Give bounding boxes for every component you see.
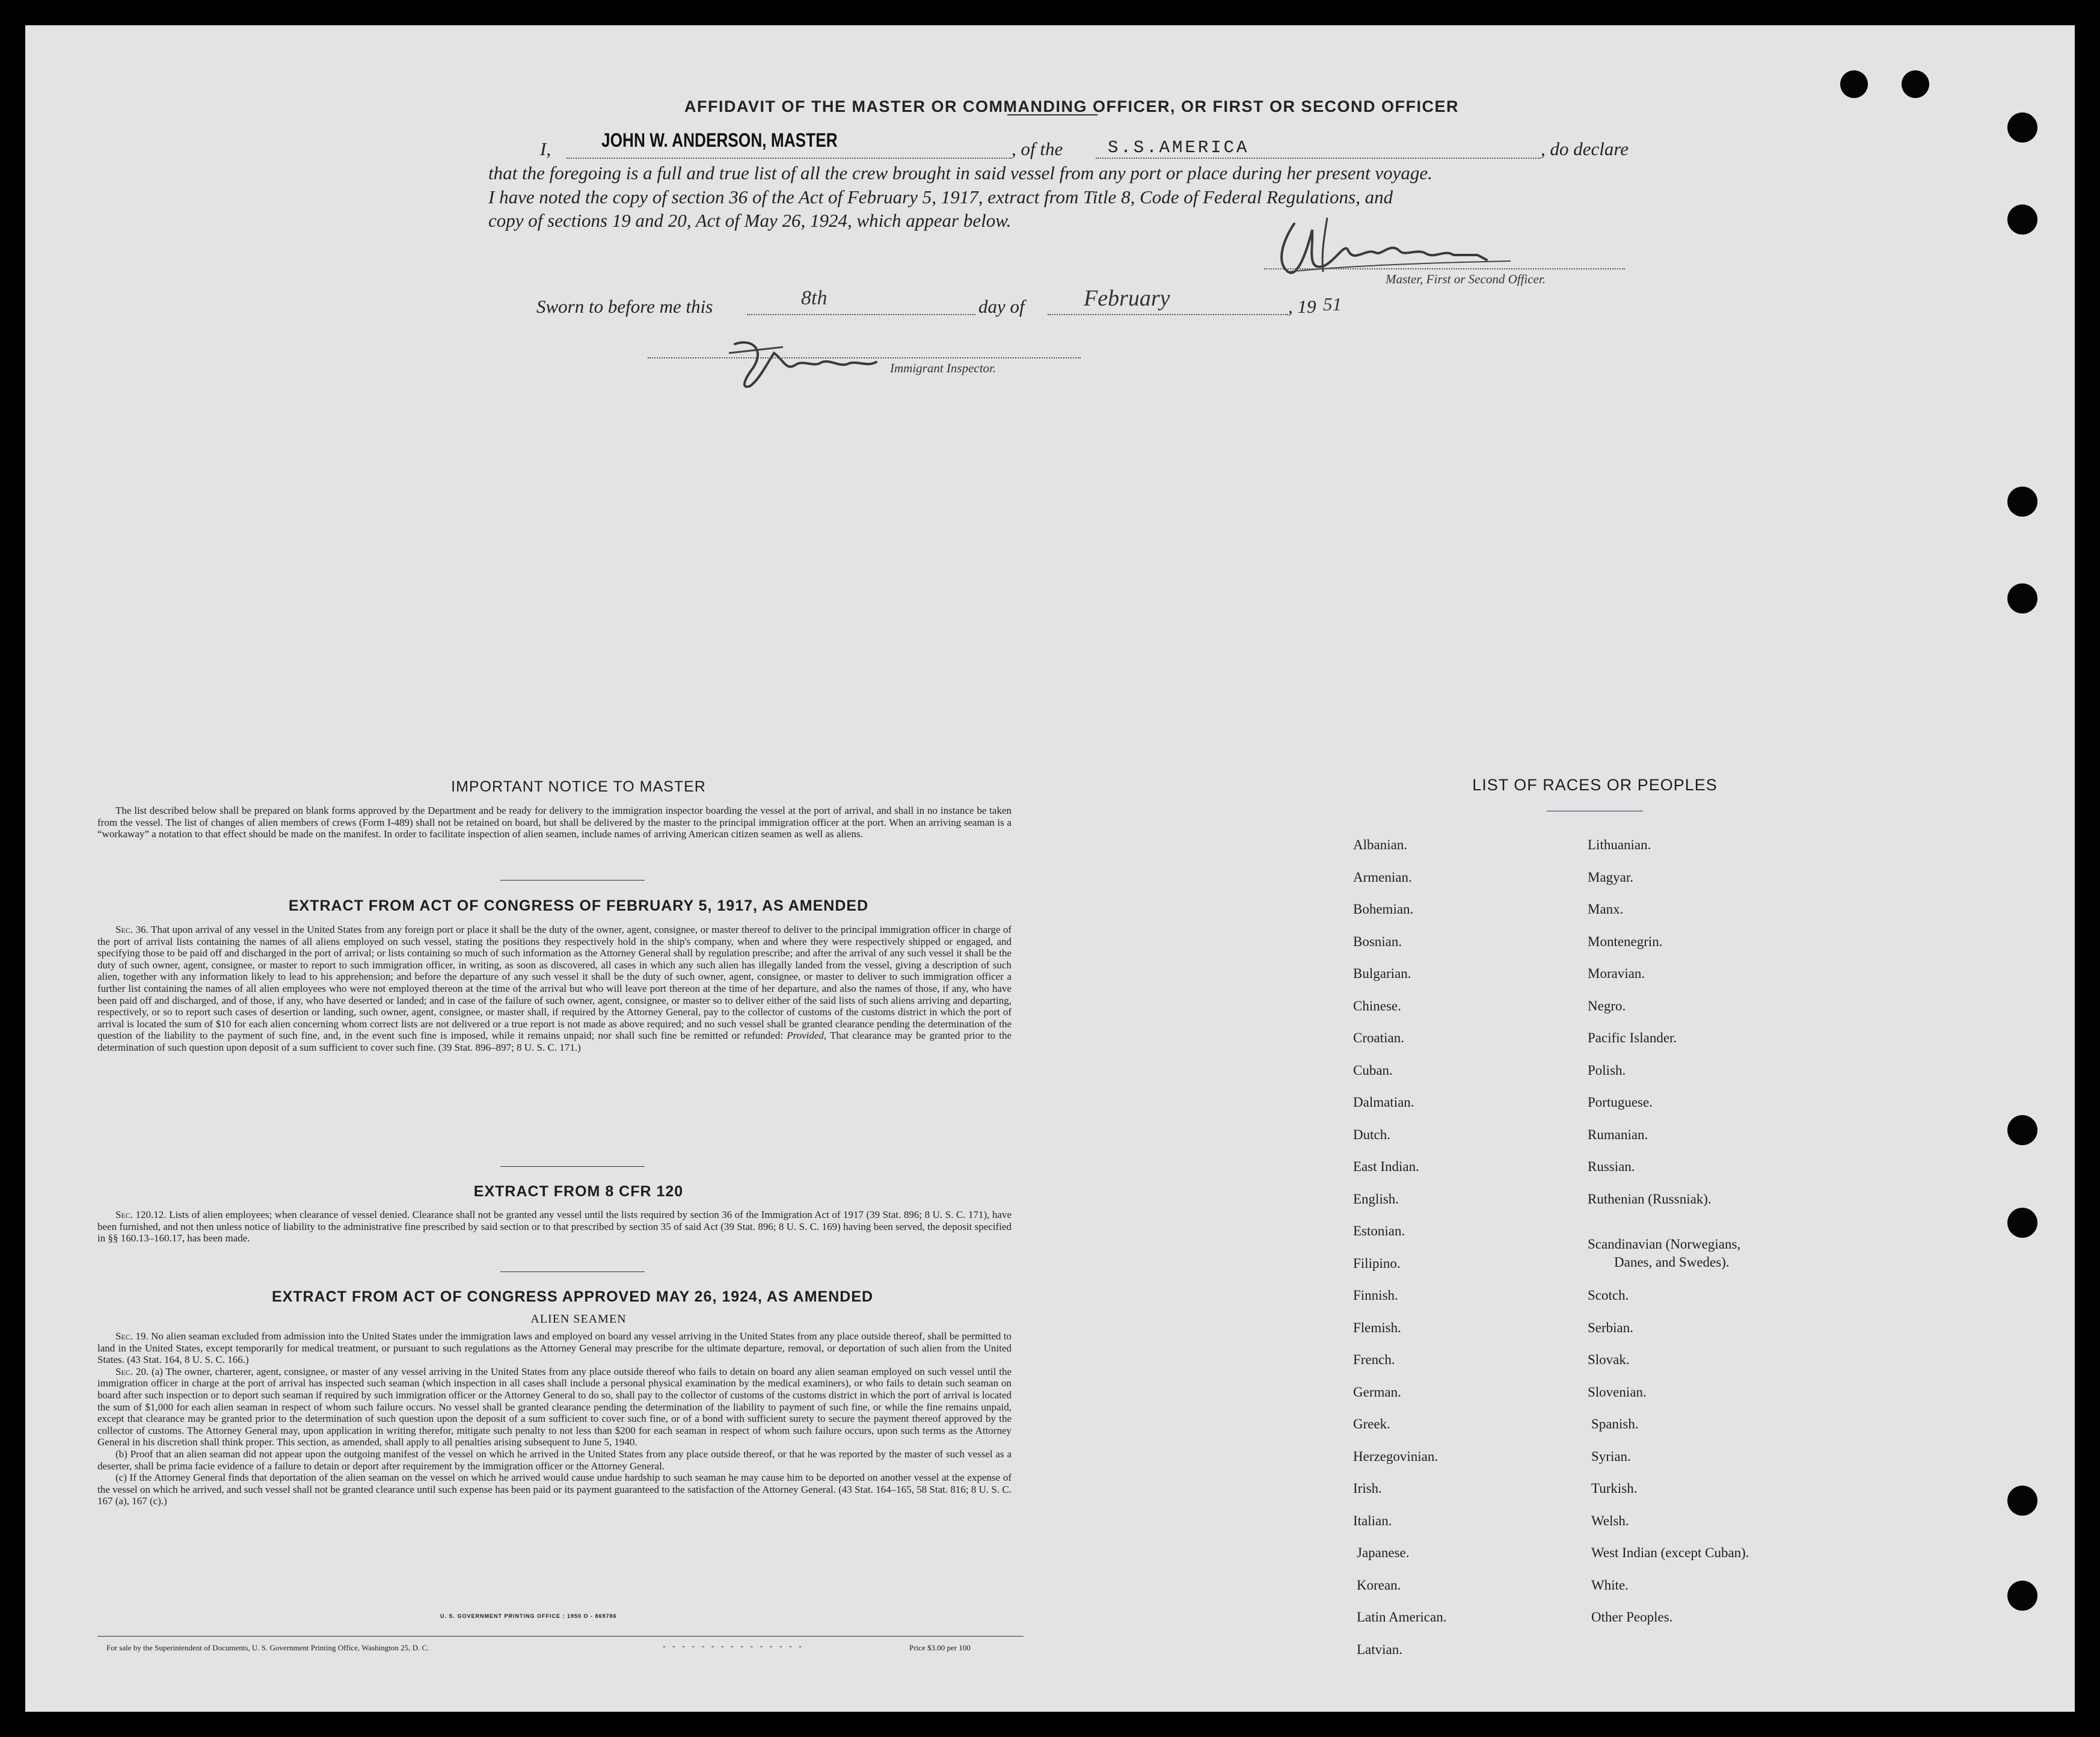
i-label: I, [540, 138, 551, 159]
race-item: Magyar. [1588, 869, 1634, 885]
race-item: Russian. [1588, 1159, 1635, 1174]
extract2-sec-label: Sec. 120.12. [115, 1209, 167, 1220]
extract1-heading: EXTRACT FROM ACT OF CONGRESS OF FEBRUARY 5, 1917, AS AMENDED [288, 897, 869, 914]
master-name-field: JOHN W. ANDERSON, MASTER [601, 129, 838, 151]
sworn-day-field: 8th [801, 287, 827, 309]
race-item: Serbian. [1588, 1320, 1634, 1335]
race-item: Cuban. [1353, 1062, 1393, 1078]
extract1-text: That upon arrival of any vessel in the United States from any foreign port or place it shall be the duty of the owner, agent, consignee, or master thereof to deliver to the principal immigration officer in charge of the port of arrival lists containing the names of all aliens employed on such vessel, stating the positions they respectively hold in the ship's company, when and where they were respectively shipped or engaged, and specifying those to be paid off and discharged in the port of arrival; or lists containing so much of such information as the Attorney General shall by regulation prescribe; and after the arrival of any such vessel it shall be the duty of such owner, agent, consignee, or master to report to such immigration officer, in writing, as soon as discovered, all cases in which any such alien has illegally landed from the vessel, giving a description of such alien, together with any information likely to lead to his apprehension; and before the departure of any such vessel it shall be the duty of such owner, agent, consignee, or master to deliver to such immigration officer a further list containing the names of all alien employees who were not employed thereon at the time of the arrival but who will leave port thereon at the time of her departure, and also the names of those, if any, who have been paid off and discharged, and of those, if any, who have deserted or landed; and in case of the failure of such owner, agent, consignee, or master so to deliver either of the said lists of such aliens arriving and departing, respectively, or so to report such cases of desertion or landing, such owner, agent, consignee, or master shall, if required by the Attorney General, pay to the collector of customs of the customs district in which the port of arrival is located the sum of $10 for each alien concerning whom correct lists are not delivered or a true report is not made as above required; and no such vessel shall be granted clearance pending the determination of the question of the liability to the payment of such fine, and, in the event such fine is imposed, while it remains unpaid; nor shall such fine be remitted or refunded: [97, 924, 1012, 1042]
punch-hole [2007, 1115, 2037, 1145]
punch-hole [2007, 112, 2037, 143]
sec20-b: (b) Proof that an alien seaman did not appear upon the outgoing manifest of the vessel on which he arrived in the United States from any place outside thereof, or that he was reported by the master of such vessel as a deserter, shall be prima facie evidence of a failure to detain or deport after requirement by the immigration officer or the Attorney General. [97, 1448, 1012, 1472]
sworn-month-line [1048, 314, 1288, 315]
race-item: Korean. [1357, 1577, 1401, 1593]
punch-hole [2007, 583, 2037, 613]
race-item: Italian. [1353, 1513, 1392, 1528]
race-item: Negro. [1588, 998, 1626, 1013]
footer-sale-note: For sale by the Superintendent of Documents, U. S. Government Printing Office, Washington 25, D. C. [106, 1643, 429, 1652]
punch-hole [1840, 70, 1868, 98]
sworn-label: Sworn to before me this [536, 296, 713, 317]
punch-hole [2007, 204, 2037, 235]
officer-signature-line [1264, 268, 1625, 269]
punch-hole [1902, 70, 1929, 98]
of-the-label: , of the [1012, 138, 1063, 159]
race-item: English. [1353, 1191, 1399, 1207]
race-item: Montenegrin. [1588, 933, 1663, 949]
race-item: Dalmatian. [1353, 1095, 1414, 1110]
form-sheet [25, 25, 2075, 1712]
footer-rule [97, 1636, 1024, 1637]
race-item: Other Peoples. [1591, 1609, 1673, 1625]
race-item: Estonian. [1353, 1223, 1405, 1238]
race-item: Moravian. [1588, 966, 1645, 981]
year-prefix-label: , 19 [1288, 296, 1316, 317]
punch-hole [2007, 1486, 2037, 1516]
officer-caption: Master, First or Second Officer. [1386, 272, 1546, 286]
punch-hole [2007, 1581, 2037, 1611]
race-item: Pacific Islander. [1588, 1030, 1677, 1045]
races-heading: LIST OF RACES OR PEOPLES [1472, 776, 1718, 794]
divider [500, 1166, 645, 1167]
race-item: Ruthenian (Russniak). [1588, 1191, 1712, 1207]
notice-paragraph: The list described below shall be prepared on blank forms approved by the Department and be ready for delivery to the immigration inspector boarding the vessel at the port of arrival, and shall in no instance be taken from the vessel. The list of changes of alien members of crews (Form I-489) shall not be retained on board, but shall be delivered by the master to the principal immigration officer at the port. When an arriving seaman is a “workaway” a notation to that effect should be made on the manifest. In order to facilitate inspection of alien seamen, include names of arriving American citizen seamen as well as aliens. [97, 805, 1012, 840]
extract1-tail: That clearance may be granted prior to the determination of such question upon deposit of a sum sufficient to cover such fine. (39 Stat. 896–897; 8 U. S. C. 171.) [97, 1030, 1012, 1053]
footer-price: Price $3.00 per 100 [909, 1643, 971, 1652]
race-item: Armenian. [1353, 869, 1412, 885]
sec20-text: (a) The owner, charterer, agent, consignee, or master of any vessel arriving in the United States from any place outside thereof who fails to detain on board any alien seaman employed on such vessel until the immigration officer in charge at the port of arrival has inspected such seaman (which inspection in all cases shall include a personal physical examination by the medical examiners), or who fails to detain such seaman on board after such inspection or to deport such seaman if required by such immigration officer or the Attorney General to do so, shall pay to the collector of customs of the customs district in which the port of arrival is located the sum of $1,000 for each alien seaman in respect of whom such failure occurs. No vessel shall be granted clearance pending the determination of the liability to payment of such fine, or while the fine remains unpaid, except that clearance may be granted prior to the determination of such question upon the deposit of a sum sufficient to cover such fine, or of a bond with sufficient surety to secure the payment thereof approved by the collector of customs. The Attorney General may, upon application in writing therefor, mitigate such penalty to not less than $200 for each seaman in respect of whom such failure occurs, upon such terms as the Attorney General in his discretion shall think proper. This section, as amended, shall apply to all penalties arising subsequent to June 5, 1940. [97, 1365, 1012, 1448]
notice-heading: IMPORTANT NOTICE TO MASTER [451, 778, 706, 795]
vessel-name-line [1096, 158, 1541, 159]
extract2-heading: EXTRACT FROM 8 CFR 120 [473, 1183, 684, 1200]
sec20-c: (c) If the Attorney General finds that deportation of the alien seaman on the vessel on which he arrived would cause undue hardship to such seaman he may cause him to be deported on another vessel at the expense of the vessel on which he arrived, and such vessel shall not be granted clearance until such expense has been paid or its payment guaranteed to the satisfaction of the Attorney General. (43 Stat. 164–165, 58 Stat. 816; 8 U. S. C. 167 (a), 167 (c).) [97, 1472, 1012, 1507]
race-item: Danes, and Swedes). [1614, 1255, 1730, 1270]
race-item: Manx. [1588, 902, 1624, 917]
punch-hole [2007, 487, 2037, 517]
year-field: 51 [1323, 294, 1342, 315]
race-item: Albanian. [1353, 837, 1408, 852]
race-item: Bohemian. [1353, 902, 1414, 917]
race-item: Polish. [1588, 1062, 1626, 1078]
extract2-body [97, 1209, 1012, 1244]
race-item: Dutch. [1353, 1127, 1390, 1142]
race-item: West Indian (except Cuban). [1591, 1545, 1749, 1560]
do-declare-label: , do declare [1541, 138, 1629, 159]
race-item: Turkish. [1591, 1481, 1638, 1496]
race-item: Filipino. [1353, 1255, 1401, 1271]
race-item: White. [1591, 1577, 1629, 1593]
race-item: Irish. [1353, 1481, 1382, 1496]
alien-seamen-subheading: ALIEN SEAMEN [530, 1312, 627, 1326]
race-item: Croatian. [1353, 1030, 1404, 1045]
race-item: Syrian. [1591, 1448, 1631, 1464]
sworn-day-line [747, 314, 975, 315]
title-rule [1007, 114, 1098, 115]
race-item: Welsh. [1591, 1513, 1629, 1528]
gpo-imprint: U. S. GOVERNMENT PRINTING OFFICE : 1950 O - 869786 [440, 1613, 617, 1619]
race-item: Rumanian. [1588, 1127, 1648, 1142]
affidavit-line-4: copy of sections 19 and 20, Act of May 26, 1924, which appear below. [488, 210, 1012, 231]
race-item: Spanish. [1591, 1416, 1639, 1431]
sworn-month-field: February [1084, 286, 1170, 311]
race-item: Slovenian. [1588, 1384, 1647, 1400]
race-item: Latvian. [1357, 1641, 1402, 1657]
extract1-body [97, 924, 1012, 1054]
sec19-label: Sec. 19. [115, 1330, 149, 1342]
race-item: Slovak. [1588, 1352, 1630, 1367]
race-item: Latin American. [1357, 1609, 1447, 1625]
race-item: Finnish. [1353, 1288, 1398, 1303]
vessel-name-field: S.S.AMERICA [1108, 138, 1250, 158]
extract1-sec-label: Sec. 36. [115, 924, 149, 935]
race-item: French. [1353, 1352, 1395, 1367]
footer-dashes: - - - - - - - - - - - - - - - [663, 1642, 804, 1651]
race-item: Bosnian. [1353, 933, 1402, 949]
affidavit-line-3: I have noted the copy of section 36 of the Act of February 5, 1917, extract from Title 8, Code of Federal Regulations, and [488, 186, 1393, 208]
sec20-label: Sec. 20. [115, 1365, 149, 1377]
notice-body [97, 805, 1012, 840]
inspector-signature-line [648, 357, 1081, 358]
day-of-label: day of [978, 296, 1025, 317]
punch-hole [2007, 1208, 2037, 1238]
affidavit-title: AFFIDAVIT OF THE MASTER OR COMMANDING OFFICER, OR FIRST OR SECOND OFFICER [684, 97, 1459, 115]
race-item: Scotch. [1588, 1288, 1629, 1303]
affidavit-line-2: that the foregoing is a full and true list of all the crew brought in said vessel from any port or place during her present voyage. [488, 162, 1432, 183]
divider [500, 880, 645, 881]
race-item: German. [1353, 1384, 1401, 1400]
race-item: East Indian. [1353, 1159, 1419, 1174]
extract1-provided: Provided, [787, 1030, 827, 1042]
race-item: Portuguese. [1588, 1095, 1653, 1110]
race-item: Herzegovinian. [1353, 1448, 1438, 1464]
race-item: Chinese. [1353, 998, 1401, 1013]
inspector-caption: Immigrant Inspector. [890, 361, 996, 375]
sec19-text: No alien seaman excluded from admission into the United States under the immigration laws and employed on board any vessel arriving in the United States from any place outside thereof, shall be permitted to land in the United States, except temporarily for medical treatment, or pursuant to such regulations as the Attorney General may prescribe for the ultimate departure, removal, or deportation of such alien from the United States. (43 Stat. 164, 8 U. S. C. 166.) [97, 1330, 1012, 1366]
race-item: Bulgarian. [1353, 966, 1411, 981]
extract2-text: Lists of alien employees; when clearance of vessel denied. Clearance shall not be granted any vessel until the lists required by section 36 of the Immigration Act of 1917 (39 Stat. 896; 8 U. S. C. 171), have been furnished, and not then unless notice of liability to the administrative fine prescribed by said section or to that prescribed by section 35 of said Act (39 Stat. 896; 8 U. S. C. 169) having been served, the deposit specified in §§ 160.13–160.17, has been made. [97, 1209, 1012, 1244]
race-item: Japanese. [1357, 1545, 1410, 1560]
extract3-body [97, 1330, 1012, 1507]
race-item: Greek. [1353, 1416, 1390, 1431]
divider [500, 1271, 645, 1272]
master-name-line [566, 158, 1012, 159]
extract3-heading: EXTRACT FROM ACT OF CONGRESS APPROVED MAY 26, 1924, AS AMENDED [271, 1288, 874, 1305]
race-item: Flemish. [1353, 1320, 1401, 1335]
race-item: Scandinavian (Norwegians, [1588, 1237, 1741, 1252]
race-item: Lithuanian. [1588, 837, 1651, 852]
